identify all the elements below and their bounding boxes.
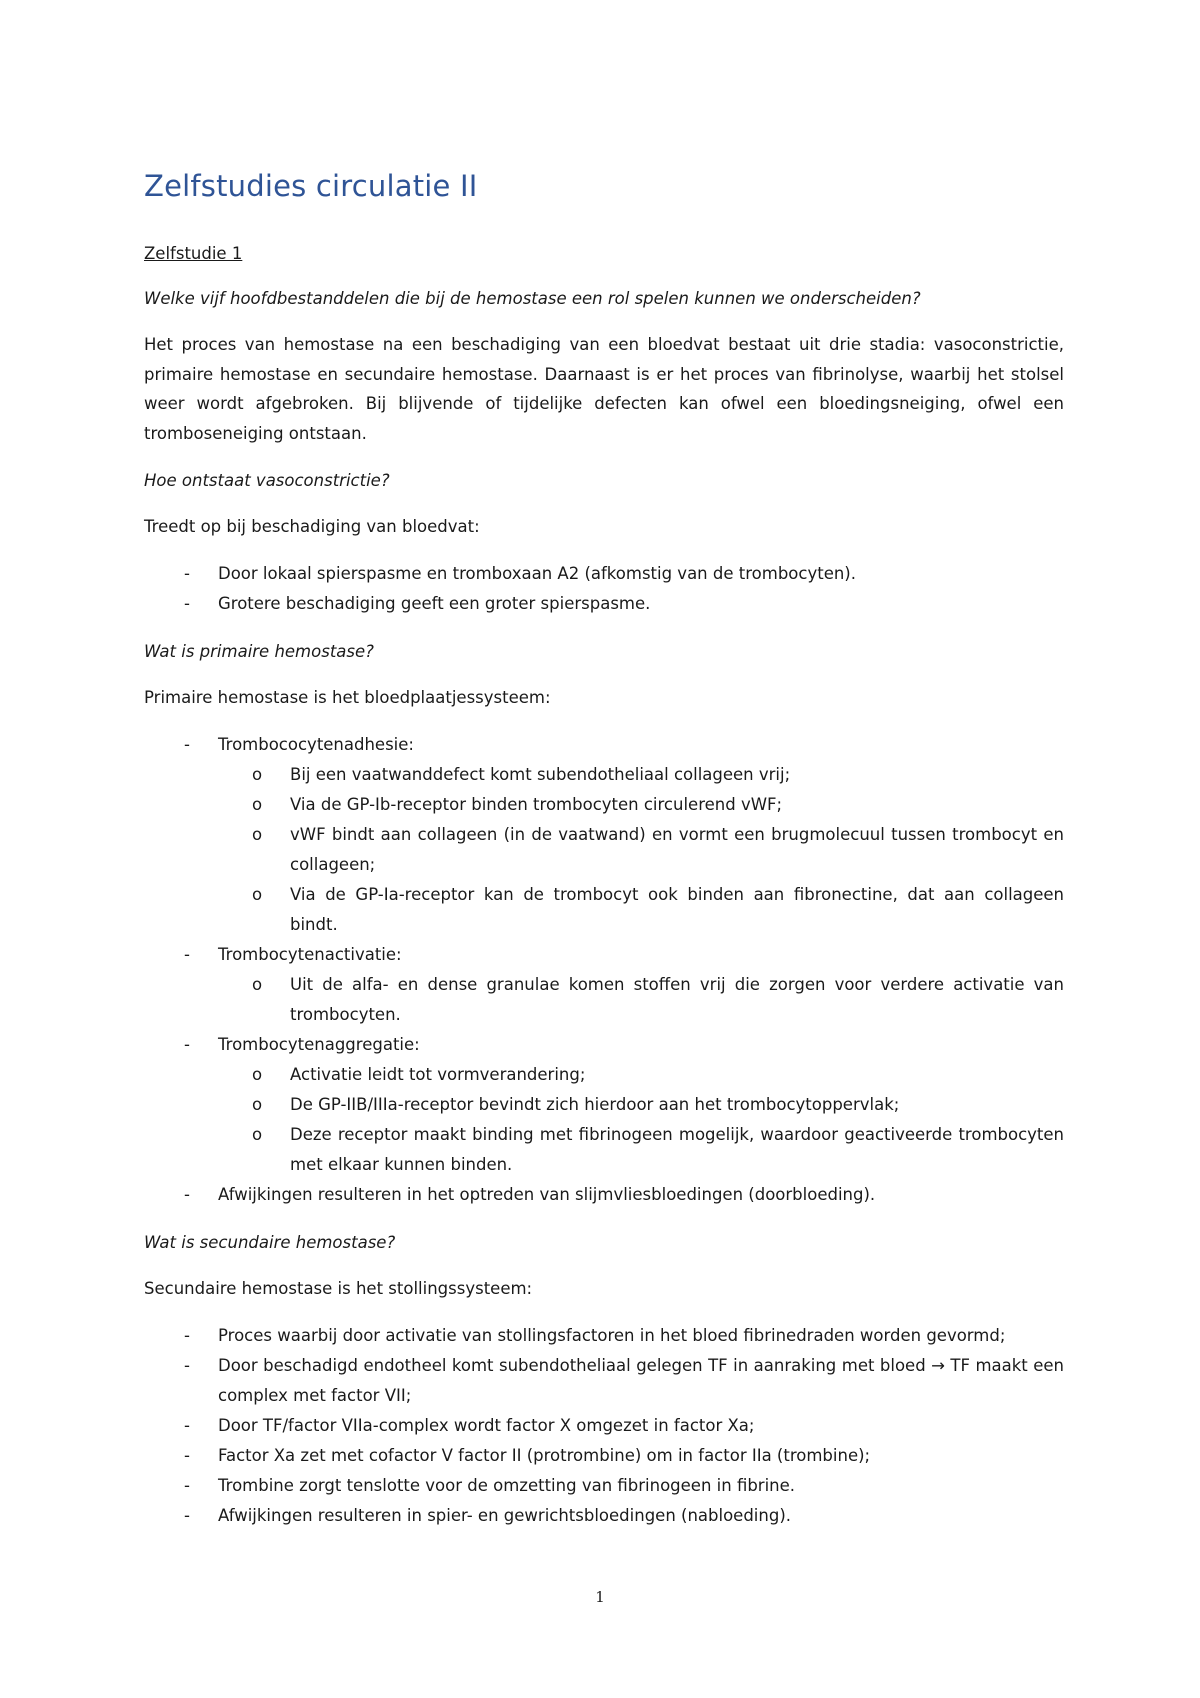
- dash-marker: -: [184, 1035, 190, 1054]
- paragraph-2: Treedt op bij beschadiging van bloedvat:: [144, 517, 480, 536]
- list-primary-hemostasis: [144, 730, 1064, 1210]
- list-item: - Afwijkingen resulteren in het optreden van slijmvliesbloedingen (doorbloeding).: [144, 1180, 1064, 1210]
- sub-list-item: o De GP-IIB/IIIa-receptor bevindt zich hierdoor aan het trombocytoppervlak;: [144, 1090, 1064, 1120]
- question-1: Welke vijf hoofdbestanddelen die bij de hemostase een rol spelen kunnen we onderscheiden?: [144, 289, 921, 308]
- paragraph-4: Secundaire hemostase is het stollingssysteem:: [144, 1279, 533, 1298]
- list-vasoconstriction: [144, 559, 1064, 619]
- list-item: - Door beschadigd endotheel komt subendotheliaal gelegen TF in aanraking met bloed → TF maakt een complex met factor VII;: [144, 1351, 1064, 1411]
- list-item: - Door lokaal spierspasme en tromboxaan A2 (afkomstig van de trombocyten).: [144, 559, 1064, 589]
- circle-marker: o: [252, 885, 263, 904]
- list-item: - Trombine zorgt tenslotte voor de omzetting van fibrinogeen in fibrine.: [144, 1471, 1064, 1501]
- sub-list: [218, 970, 1064, 1030]
- paragraph-1: Het proces van hemostase na een beschadiging van een bloedvat bestaat uit drie stadia: vasoconstrictie, primaire hemostase en secundaire hemostase. Daarnaast is er het proces van fibrinolyse, waarbij het stolsel weer wordt afgebroken. Bij blijvende of tijdelijke defecten kan ofwel een bloedingsneiging, ofwel een tromboseneiging ontstaan.: [144, 335, 1064, 443]
- sub-list: [218, 760, 1064, 940]
- sub-list-item: o Via de GP-Ia-receptor kan de trombocyt ook binden aan fibronectine, dat aan collageen bindt.: [144, 880, 1064, 940]
- question-4: Wat is secundaire hemostase?: [144, 1233, 396, 1252]
- list-item: - Afwijkingen resulteren in spier- en gewrichtsbloedingen (nabloeding).: [144, 1501, 1064, 1531]
- sub-list-item: o Via de GP-Ib-receptor binden trombocyten circulerend vWF;: [144, 790, 1064, 820]
- list-item: - Trombococytenadhesie: o Bij een vaatwanddefect komt subendotheliaal collageen vrij; o Via de GP-Ib-receptor binden trombocyten circulerend vWF; o vWF bindt aan collageen (in de vaatwand) en vormt een brugmolecuul tussen trombocyt en collageen; o Via de GP-Ia-receptor kan de trombocyt ook binden aan fibronectine, dat aan collageen bindt.: [144, 730, 1064, 940]
- circle-marker: o: [252, 1065, 263, 1084]
- list-item: - Proces waarbij door activatie van stollingsfactoren in het bloed fibrinedraden worden gevormd;: [144, 1321, 1064, 1351]
- page-content: [144, 168, 1064, 1531]
- list-item: - Grotere beschadiging geeft een groter spierspasme.: [144, 589, 1064, 619]
- circle-marker: o: [252, 1125, 263, 1144]
- dash-marker: -: [184, 1326, 190, 1345]
- sub-list-item: o Uit de alfa- en dense granulae komen stoffen vrij die zorgen voor verdere activatie van trombocyten.: [144, 970, 1064, 1030]
- page-number: 1: [595, 1588, 605, 1606]
- paragraph-3: Primaire hemostase is het bloedplaatjessysteem:: [144, 688, 551, 707]
- sub-list-item: o Activatie leidt tot vormverandering;: [144, 1060, 1064, 1090]
- dash-marker: -: [184, 735, 190, 754]
- dash-marker: -: [184, 1416, 190, 1435]
- circle-marker: o: [252, 1095, 263, 1114]
- sub-list-item: o vWF bindt aan collageen (in de vaatwand) en vormt een brugmolecuul tussen trombocyt en collageen;: [144, 820, 1064, 880]
- sub-list-item: o Bij een vaatwanddefect komt subendotheliaal collageen vrij;: [144, 760, 1064, 790]
- circle-marker: o: [252, 975, 263, 994]
- dash-marker: -: [184, 1506, 190, 1525]
- section-heading: Zelfstudie 1: [144, 244, 243, 263]
- circle-marker: o: [252, 825, 263, 844]
- dash-marker: -: [184, 1446, 190, 1465]
- list-item: - Trombocytenactivatie: o Uit de alfa- en dense granulae komen stoffen vrij die zorgen voor verdere activatie van trombocyten.: [144, 940, 1064, 1030]
- question-3: Wat is primaire hemostase?: [144, 642, 374, 661]
- list-item: - Trombocytenaggregatie: o Activatie leidt tot vormverandering; o De GP-IIB/IIIa-receptor bevindt zich hierdoor aan het trombocytoppervlak; o Deze receptor maakt binding met fibrinogeen mogelijk, waardoor geactiveerde trombocyten met elkaar kunnen binden.: [144, 1030, 1064, 1180]
- circle-marker: o: [252, 765, 263, 784]
- dash-marker: -: [184, 1356, 190, 1375]
- document-title: Zelfstudies circulatie II: [144, 169, 478, 203]
- list-secondary-hemostasis: [144, 1321, 1064, 1531]
- list-item: - Door TF/factor VIIa-complex wordt factor X omgezet in factor Xa;: [144, 1411, 1064, 1441]
- sub-list-item: o Deze receptor maakt binding met fibrinogeen mogelijk, waardoor geactiveerde trombocyten met elkaar kunnen binden.: [144, 1120, 1064, 1180]
- circle-marker: o: [252, 795, 263, 814]
- dash-marker: -: [184, 945, 190, 964]
- dash-marker: -: [184, 1476, 190, 1495]
- list-item: - Factor Xa zet met cofactor V factor II (protrombine) om in factor IIa (trombine);: [144, 1441, 1064, 1471]
- question-2: Hoe ontstaat vasoconstrictie?: [144, 471, 390, 490]
- dash-marker: -: [184, 564, 190, 583]
- dash-marker: -: [184, 1185, 190, 1204]
- sub-list: [218, 1060, 1064, 1180]
- dash-marker: -: [184, 594, 190, 613]
